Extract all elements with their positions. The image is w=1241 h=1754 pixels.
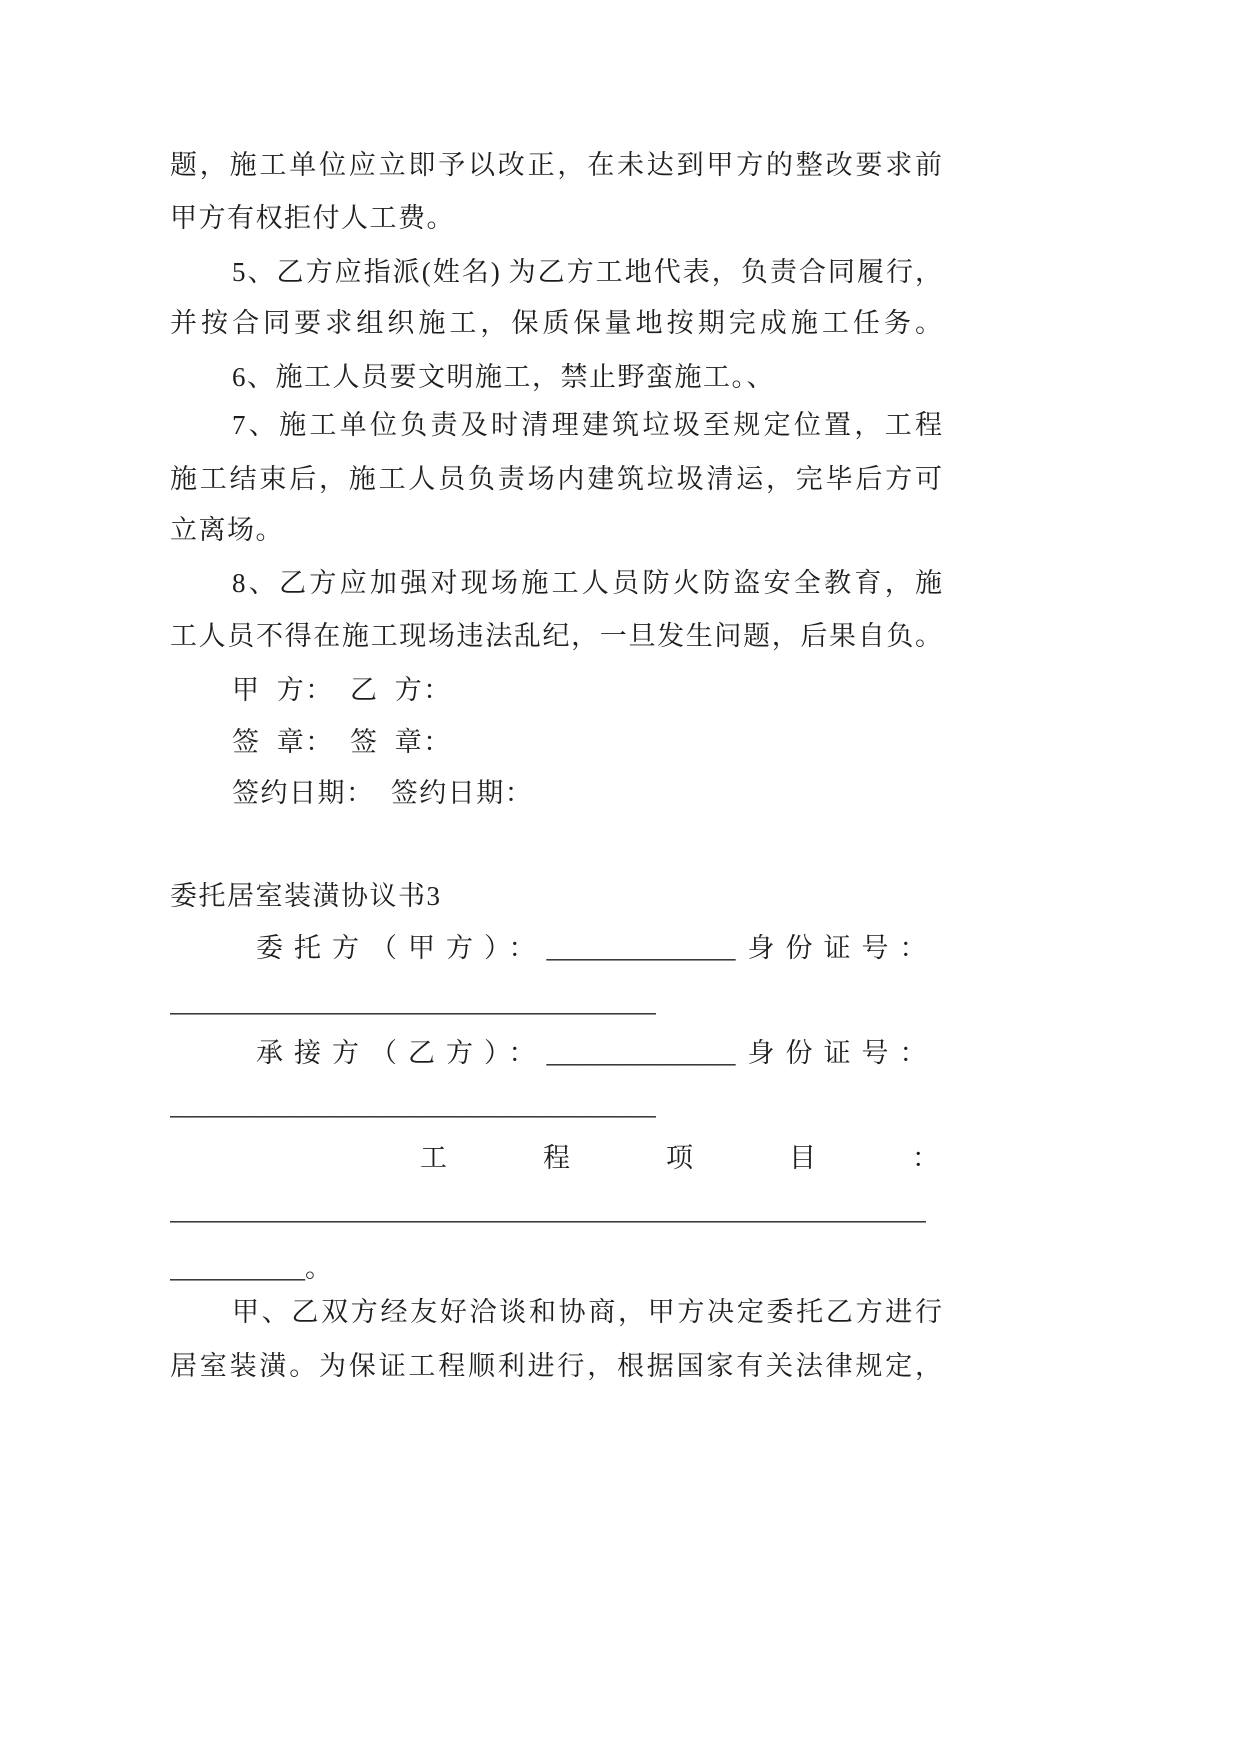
clause-4-tail-line-1: 题，施工单位应立即予以改正，在未达到甲方的整改要求前	[170, 150, 942, 180]
project-label: 工程项目：	[420, 1143, 1035, 1173]
client-name-blank: ______________	[546, 933, 736, 963]
signature-parties: 甲 方： 乙 方：	[232, 675, 452, 705]
contractor-id-blank: ____________________________________	[170, 1090, 656, 1120]
preamble-line-1: 甲、乙双方经友好洽谈和协商，甲方决定委托乙方进行	[232, 1297, 942, 1327]
clause-8-line-2: 工人员不得在施工现场违法乱纪，一旦发生问题，后果自负。	[170, 621, 942, 651]
clause-7-line-2: 施工结束后，施工人员负责场内建筑垃圾清运，完毕后方可	[170, 464, 942, 494]
contractor-id-label: 身份证号：	[747, 1038, 938, 1068]
client-id-blank: ____________________________________	[170, 987, 656, 1017]
client-id-label: 身份证号：	[747, 933, 938, 963]
contractor-line	[256, 1033, 938, 1073]
signature-dates: 签约日期： 签约日期：	[232, 778, 534, 808]
signature-seals: 签 章： 签 章：	[232, 727, 452, 757]
project-blank-end: __________。	[170, 1253, 332, 1283]
contractor-label: 承接方（乙方）：	[256, 1038, 547, 1068]
project-blank: ________________________________________________________	[170, 1195, 926, 1225]
clause-4-tail-line-2: 甲方有权拒付人工费。	[170, 203, 455, 233]
clause-7-line-3: 立离场。	[170, 515, 284, 545]
clause-8-line-1: 8、乙方应加强对现场施工人员防火防盗安全教育，施	[232, 568, 942, 598]
client-line	[256, 928, 938, 968]
agreement-title: 委托居室装潢协议书3	[170, 881, 442, 911]
clause-5-line-2: 并按合同要求组织施工，保质保量地按期完成施工任务。	[170, 308, 942, 338]
clause-6-line-1: 6、施工人员要文明施工，禁止野蛮施工。、	[232, 362, 775, 392]
clause-7-line-1: 7、施工单位负责及时清理建筑垃圾至规定位置，工程	[232, 410, 942, 440]
clause-5-line-1: 5、乙方应指派(姓名) 为乙方工地代表，负责合同履行，	[232, 257, 942, 287]
preamble-line-2: 居室装潢。为保证工程顺利进行，根据国家有关法律规定，	[170, 1351, 942, 1381]
client-label: 委托方（甲方）：	[256, 933, 547, 963]
contractor-name-blank: ______________	[546, 1038, 736, 1068]
